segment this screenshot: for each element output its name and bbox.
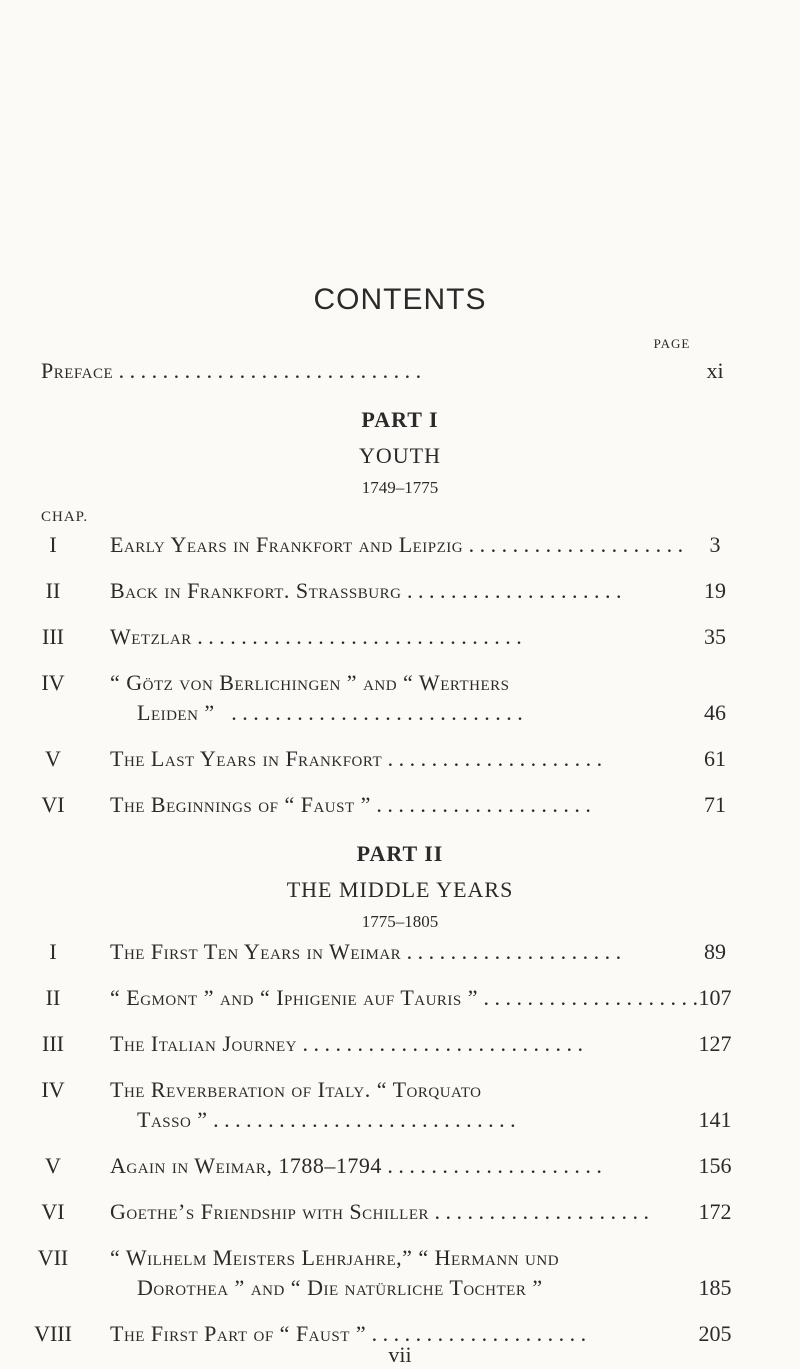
- chapter-number: V: [45, 746, 61, 771]
- page-folio: vii: [388, 1342, 412, 1367]
- part-1-label: PART I: [361, 407, 439, 432]
- chapter-title: The First Ten Years in Weimar: [110, 939, 402, 964]
- part-2-label: PART II: [356, 841, 444, 866]
- toc-entry[interactable]: [110, 985, 710, 1011]
- toc-entry[interactable]: [110, 532, 710, 558]
- chapter-page: 185: [698, 1275, 732, 1300]
- chapter-title: Goethe’s Friendship with Schiller: [110, 1199, 429, 1224]
- chapter-title: “ Götz von Berlichingen ” and “ Werthers: [110, 670, 510, 695]
- part-1-years: 1749–1775: [361, 478, 439, 497]
- chapter-page: 46: [704, 700, 726, 725]
- toc-entry[interactable]: [110, 1199, 710, 1225]
- chapter-title: “ Egmont ” and “ Iphigenie auf Tauris ”: [110, 985, 479, 1010]
- toc-entry[interactable]: [110, 1245, 710, 1271]
- page-column-heading: PAGE: [653, 336, 691, 351]
- leader-dots: . . . . . . . . . . . . . . . . . . . . . . . . . . . .: [113, 358, 422, 383]
- toc-entry[interactable]: [110, 578, 710, 604]
- chapter-number: VII: [37, 1245, 69, 1270]
- chapter-page: 172: [698, 1199, 732, 1224]
- leader-dots: . . . . . . . . . . . . . . . . . . . . . . . . . . . .: [207, 1107, 516, 1132]
- toc-entry[interactable]: [110, 939, 710, 965]
- chapter-page: 19: [704, 578, 726, 603]
- leader-dots: . . . . . . . . . . . . . . . . . . . .: [478, 985, 699, 1010]
- toc-entry[interactable]: [110, 1153, 710, 1179]
- leader-dots: . . . . . . . . . . . . . . . . . . . .: [382, 746, 603, 771]
- chapter-number: II: [45, 578, 61, 603]
- leader-dots: . . . . . . . . . . . . . . . . . . . .: [381, 1153, 602, 1178]
- chapter-title: Back in Frankfort. Strassburg: [110, 578, 402, 603]
- toc-entry[interactable]: [110, 792, 710, 818]
- chapter-title: Again in Weimar, 1788–1794: [110, 1153, 382, 1178]
- chapter-page: 89: [704, 939, 726, 964]
- chapter-number: VI: [41, 1199, 65, 1224]
- leader-dots: . . . . . . . . . . . . . . . . . . . .: [366, 1321, 587, 1346]
- chapter-page: 71: [704, 792, 726, 817]
- chapter-title-continued: Tasso ”: [137, 1107, 208, 1132]
- chapter-column-heading: CHAP.: [41, 509, 89, 525]
- chapter-title: Early Years in Frankfort and Leipzig: [110, 532, 464, 557]
- chapter-page: 3: [709, 532, 721, 557]
- chapter-page: 35: [704, 624, 726, 649]
- chapter-number: VIII: [34, 1321, 72, 1346]
- leader-dots: . . . . . . . . . . . . . . . . . . . .: [401, 578, 622, 603]
- chapter-page: 156: [698, 1153, 732, 1178]
- chapter-number: III: [42, 1031, 64, 1056]
- chapter-title: The Beginnings of “ Faust ”: [110, 792, 371, 817]
- preface-entry[interactable]: [41, 358, 621, 384]
- toc-entry[interactable]: [110, 1031, 710, 1057]
- chapter-title-continued: Dorothea ” and “ Die natürliche Tochter ”: [137, 1275, 543, 1300]
- chapter-title: The Italian Journey: [110, 1031, 297, 1056]
- chapter-title: The First Part of “ Faust ”: [110, 1321, 367, 1346]
- chapter-page: 127: [698, 1031, 732, 1056]
- toc-entry-continuation[interactable]: [137, 700, 710, 726]
- chapter-number: IV: [41, 670, 65, 695]
- chapter-page: 61: [704, 746, 726, 771]
- preface-page: xi: [706, 358, 724, 383]
- chapter-number: V: [45, 1153, 61, 1178]
- toc-entry[interactable]: [110, 746, 710, 772]
- toc-entry[interactable]: [110, 670, 710, 696]
- chapter-page: 205: [698, 1321, 732, 1346]
- preface-label: Preface: [41, 358, 114, 383]
- part-1-name: YOUTH: [359, 443, 441, 468]
- part-2-name: THE MIDDLE YEARS: [286, 877, 514, 902]
- chapter-number: IV: [41, 1077, 65, 1102]
- chapter-title-continued: Leiden ”: [137, 700, 215, 725]
- chapter-number: I: [49, 939, 57, 964]
- leader-dots: . . . . . . . . . . . . . . . . . . . . . . . . . .: [296, 1031, 583, 1056]
- chapter-title: Wetzlar: [110, 624, 192, 649]
- chapter-number: III: [42, 624, 64, 649]
- chapter-number: II: [45, 985, 61, 1010]
- leader-dots: . . . . . . . . . . . . . . . . . . . .: [370, 792, 591, 817]
- leader-dots: . . . . . . . . . . . . . . . . . . . . . . . . . . .: [214, 700, 523, 725]
- leader-dots: . . . . . . . . . . . . . . . . . . . .: [463, 532, 684, 557]
- chapter-page: 141: [698, 1107, 732, 1132]
- chapter-number: VI: [41, 792, 65, 817]
- leader-dots: . . . . . . . . . . . . . . . . . . . .: [429, 1199, 649, 1224]
- chapter-title: The Reverberation of Italy. “ Torquato: [110, 1077, 482, 1102]
- chapter-title: “ Wilhelm Meisters Lehrjahre,” “ Hermann und: [110, 1245, 560, 1270]
- toc-entry[interactable]: [110, 1077, 710, 1103]
- chapter-page: 107: [698, 985, 732, 1010]
- toc-entry[interactable]: [110, 624, 710, 650]
- chapter-number: I: [49, 532, 57, 557]
- part-2-years: 1775–1805: [361, 912, 439, 931]
- page-title: CONTENTS: [313, 283, 487, 316]
- leader-dots: . . . . . . . . . . . . . . . . . . . .: [401, 939, 622, 964]
- chapter-title: The Last Years in Frankfort: [110, 746, 383, 771]
- leader-dots: . . . . . . . . . . . . . . . . . . . . . . . . . . . . . .: [191, 624, 522, 649]
- toc-entry-continuation[interactable]: [137, 1107, 710, 1133]
